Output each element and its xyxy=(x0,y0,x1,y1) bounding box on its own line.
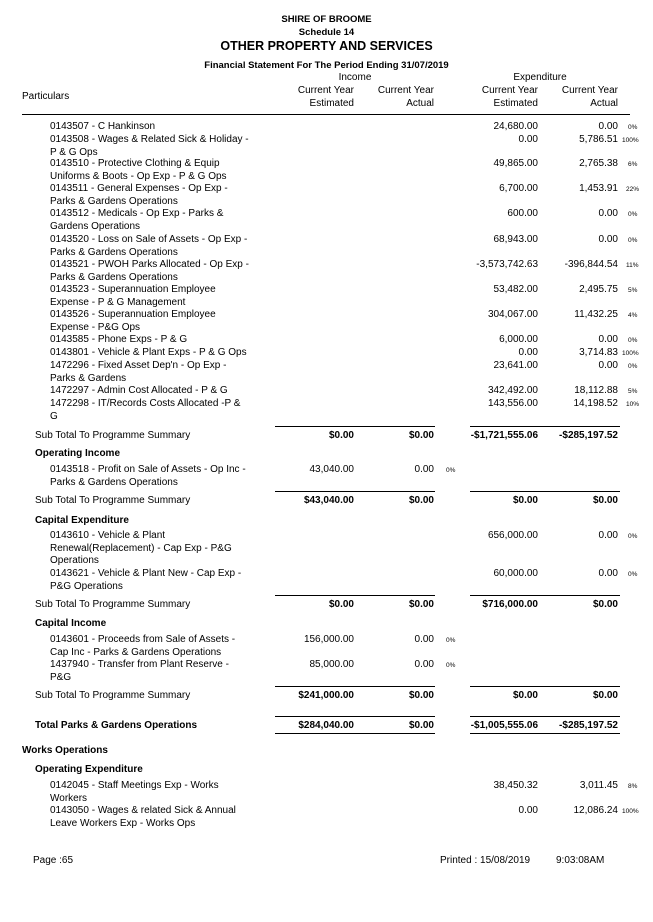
income-est-header-2: Estimated xyxy=(309,98,354,109)
total-underline-expenditure xyxy=(470,733,620,734)
row-description: 0142045 - Staff Meetings Exp - Works Workers xyxy=(50,780,219,804)
subtotal-label: Sub Total To Programme Summary xyxy=(35,599,191,610)
exp-actual: 0.00 xyxy=(598,121,618,132)
row-description: 0143511 - General Expenses - Op Exp - Parks & Gardens Operations xyxy=(50,183,228,207)
row-description: 0143507 - C Hankinson xyxy=(50,121,156,132)
exp-actual: 0.00 xyxy=(598,360,618,371)
inc-percent: 0% xyxy=(446,662,456,669)
row-description: 1437940 - Transfer from Plant Reserve - P&G xyxy=(50,659,229,683)
exp-percent: 0% xyxy=(628,533,638,540)
exp-percent: 0% xyxy=(628,211,638,218)
exp-percent: 10% xyxy=(626,401,640,408)
income-header: Income xyxy=(338,72,372,83)
page-title: OTHER PROPERTY AND SERVICES xyxy=(220,39,433,53)
exp-actual: 14,198.52 xyxy=(573,398,618,409)
exp-actual: 3,714.83 xyxy=(579,347,618,358)
row-description: 0143510 - Protective Clothing & Equip Uniforms & Boots - Op Exp - P & G Ops xyxy=(50,158,227,182)
exp-percent: 5% xyxy=(628,388,638,395)
section-heading-operating-income: Operating Income xyxy=(35,448,121,459)
exp-percent: 5% xyxy=(628,287,638,294)
total-rule-income xyxy=(275,716,435,717)
section-heading-works-operations: Works Operations xyxy=(22,745,108,756)
exp-percent: 0% xyxy=(628,124,638,131)
row-description: 0143621 - Vehicle & Plant New - Cap Exp - P&G Operations xyxy=(50,568,242,592)
inc-estimated: $0.00 xyxy=(328,430,354,441)
exp-estimated: 38,450.32 xyxy=(493,780,538,791)
exp-actual: -$285,197.52 xyxy=(559,430,618,441)
exp-estimated: $0.00 xyxy=(512,690,538,701)
section-heading-operating-expenditure: Operating Expenditure xyxy=(35,764,143,775)
exp-percent: 8% xyxy=(628,783,638,790)
row-description: 0143610 - Vehicle & Plant Renewal(Replacement) - Cap Exp - P&G Operations xyxy=(50,530,232,567)
exp-estimated: 656,000.00 xyxy=(487,530,538,541)
exp-percent: 22% xyxy=(626,186,640,193)
exp-estimated: 0.00 xyxy=(518,347,538,358)
inc-actual: 0.00 xyxy=(414,464,434,475)
total-label: Total Parks & Gardens Operations xyxy=(35,720,198,731)
row-description: 0143601 - Proceeds from Sale of Assets - Cap Inc - Parks & Gardens Operations xyxy=(50,634,236,658)
exp-actual: 12,086.24 xyxy=(573,805,618,816)
exp-estimated: 143,556.00 xyxy=(487,398,538,409)
exp-percent: 0% xyxy=(628,363,638,370)
row-description: 0143518 - Profit on Sale of Assets - Op Inc - Parks & Gardens Operations xyxy=(50,464,246,488)
exp-actual: 5,786.51 xyxy=(579,134,618,145)
subtotal-rule-income xyxy=(275,491,435,492)
exp-estimated: -$1,005,555.06 xyxy=(470,720,538,731)
row-description: 1472296 - Fixed Asset Dep'n - Op Exp - Parks & Gardens xyxy=(50,360,227,384)
total-underline-income xyxy=(275,733,435,734)
exp-actual: 0.00 xyxy=(598,334,618,345)
subtotal-label: Sub Total To Programme Summary xyxy=(35,690,191,701)
exp-percent: 100% xyxy=(622,808,639,815)
subtotal-rule-income xyxy=(275,426,435,427)
exp-actual: 11,432.25 xyxy=(574,309,618,320)
exp-percent: 11% xyxy=(626,262,639,269)
exp-actual: 3,011.45 xyxy=(579,780,618,791)
exp-estimated: 600.00 xyxy=(507,208,538,219)
page-number: Page :65 xyxy=(33,855,74,866)
exp-actual: $0.00 xyxy=(592,495,618,506)
exp-percent: 100% xyxy=(622,350,639,357)
exp-percent: 6% xyxy=(628,161,638,168)
exp-estimated: 6,700.00 xyxy=(499,183,538,194)
schedule-label: Schedule 14 xyxy=(298,27,355,38)
exp-estimated: 0.00 xyxy=(518,805,538,816)
row-description: 0143801 - Vehicle & Plant Exps - P & G Ops xyxy=(50,347,247,358)
exp-percent: 4% xyxy=(628,312,638,319)
particulars-header: Particulars xyxy=(22,91,70,102)
exp-actual: 0.00 xyxy=(598,568,618,579)
row-description: 0143520 - Loss on Sale of Assets - Op Exp - Parks & Gardens Operations xyxy=(50,234,248,258)
inc-estimated: 85,000.00 xyxy=(309,659,354,670)
exp-percent: 100% xyxy=(622,137,639,144)
exp-estimated: $0.00 xyxy=(512,495,538,506)
exp-estimated: $716,000.00 xyxy=(482,599,538,610)
inc-estimated: $241,000.00 xyxy=(298,690,354,701)
exp-est-header-2: Estimated xyxy=(493,98,538,109)
exp-percent: 0% xyxy=(628,571,638,578)
row-description: 0143526 - Superannuation Employee Expense - P&G Ops xyxy=(50,309,216,333)
inc-estimated: 156,000.00 xyxy=(303,634,354,645)
subtotal-rule-expenditure xyxy=(470,595,620,596)
income-est-header-1: Current Year xyxy=(297,85,354,96)
exp-actual: -396,844.54 xyxy=(564,259,618,270)
exp-estimated: 60,000.00 xyxy=(493,568,538,579)
exp-actual: $0.00 xyxy=(592,690,618,701)
statement-subtitle: Financial Statement For The Period Ending 31/07/2019 xyxy=(204,60,449,71)
exp-estimated: -$1,721,555.06 xyxy=(470,430,538,441)
row-description: 0143523 - Superannuation Employee Expense - P & G Management xyxy=(50,284,216,308)
inc-estimated: 43,040.00 xyxy=(309,464,354,475)
exp-estimated: 24,680.00 xyxy=(493,121,538,132)
exp-estimated: -3,573,742.63 xyxy=(476,259,538,270)
exp-percent: 0% xyxy=(628,337,638,344)
expenditure-header: Expenditure xyxy=(513,72,567,83)
row-description: 0143512 - Medicals - Op Exp - Parks & Gardens Operations xyxy=(50,208,224,232)
exp-actual: $0.00 xyxy=(592,599,618,610)
section-heading-capital-income: Capital Income xyxy=(35,618,107,629)
row-description: 1472297 - Admin Cost Allocated - P & G xyxy=(50,385,228,396)
printed-date: Printed : 15/08/2019 xyxy=(440,855,531,866)
org-name: SHIRE OF BROOME xyxy=(281,14,372,25)
subtotal-label: Sub Total To Programme Summary xyxy=(35,430,191,441)
income-act-header-2: Actual xyxy=(406,98,434,109)
inc-actual: $0.00 xyxy=(408,495,434,506)
header-rule xyxy=(22,114,630,115)
inc-estimated: $284,040.00 xyxy=(298,720,354,731)
inc-estimated: $43,040.00 xyxy=(303,495,354,506)
inc-actual: $0.00 xyxy=(408,599,434,610)
row-description: 1472298 - IT/Records Costs Allocated -P & G xyxy=(50,398,241,422)
exp-actual: 0.00 xyxy=(598,208,618,219)
exp-percent: 0% xyxy=(628,237,638,244)
subtotal-rule-expenditure xyxy=(470,491,620,492)
exp-estimated: 342,492.00 xyxy=(487,385,538,396)
exp-estimated: 68,943.00 xyxy=(493,234,538,245)
exp-estimated: 23,641.00 xyxy=(493,360,538,371)
exp-act-header-2: Actual xyxy=(590,98,618,109)
section-heading-capital-expenditure: Capital Expenditure xyxy=(35,515,129,526)
exp-act-header-1: Current Year xyxy=(561,85,618,96)
exp-estimated: 0.00 xyxy=(518,134,538,145)
exp-actual: 0.00 xyxy=(598,530,618,541)
exp-estimated: 304,067.00 xyxy=(487,309,538,320)
total-rule-expenditure xyxy=(470,716,620,717)
income-act-header-1: Current Year xyxy=(377,85,434,96)
exp-actual: 2,765.38 xyxy=(579,158,618,169)
printed-time: 9:03:08AM xyxy=(556,855,605,866)
exp-estimated: 49,865.00 xyxy=(493,158,538,169)
exp-estimated: 6,000.00 xyxy=(499,334,538,345)
exp-actual: 1,453.91 xyxy=(579,183,618,194)
row-description: 0143521 - PWOH Parks Allocated - Op Exp - Parks & Gardens Operations xyxy=(50,259,249,283)
inc-actual: 0.00 xyxy=(414,659,434,670)
inc-actual: $0.00 xyxy=(408,690,434,701)
row-description: 0143508 - Wages & Related Sick & Holiday - P & G Ops xyxy=(50,134,249,158)
subtotal-rule-expenditure xyxy=(470,686,620,687)
inc-actual: 0.00 xyxy=(414,634,434,645)
exp-actual: 0.00 xyxy=(598,234,618,245)
subtotal-rule-expenditure xyxy=(470,426,620,427)
row-description: 0143585 - Phone Exps - P & G xyxy=(50,334,188,345)
exp-actual: 18,112.88 xyxy=(574,385,618,396)
row-description: 0143050 - Wages & related Sick & Annual Leave Workers Exp - Works Ops xyxy=(50,805,236,829)
exp-estimated: 53,482.00 xyxy=(493,284,538,295)
exp-est-header-1: Current Year xyxy=(481,85,538,96)
inc-estimated: $0.00 xyxy=(328,599,354,610)
subtotal-label: Sub Total To Programme Summary xyxy=(35,495,191,506)
exp-actual: 2,495.75 xyxy=(579,284,618,295)
inc-actual: $0.00 xyxy=(408,430,434,441)
inc-actual: $0.00 xyxy=(408,720,434,731)
exp-actual: -$285,197.52 xyxy=(559,720,618,731)
subtotal-rule-income xyxy=(275,686,435,687)
inc-percent: 0% xyxy=(446,467,456,474)
inc-percent: 0% xyxy=(446,637,456,644)
subtotal-rule-income xyxy=(275,595,435,596)
